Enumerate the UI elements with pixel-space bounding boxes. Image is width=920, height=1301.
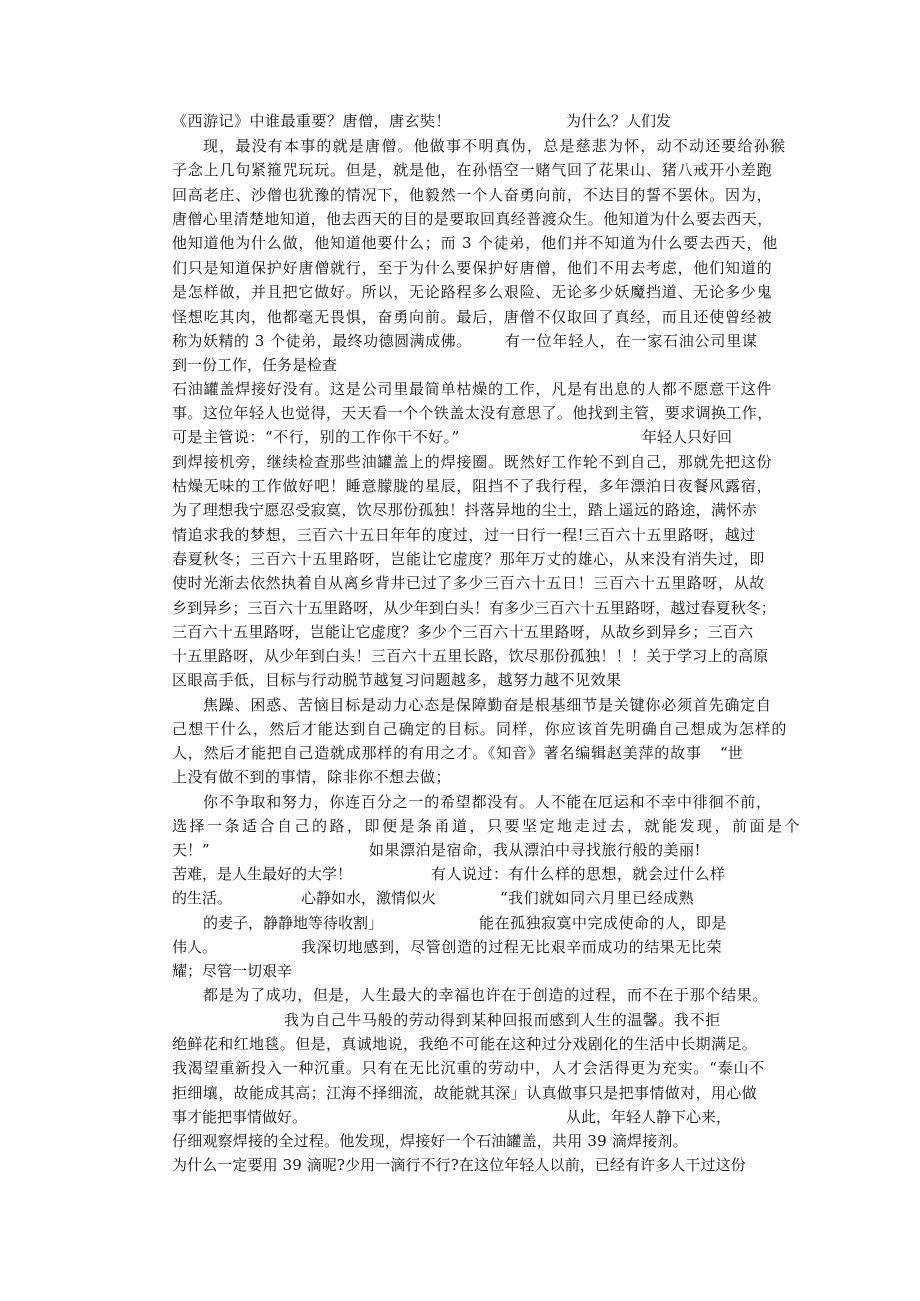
text-line: 你不争取和努力，你连百分之一的希望都没有。人不能在厄运和不幸中徘徊不前， <box>203 793 772 811</box>
text-line: 称为妖精的 3 个徒弟，最终功德圆满成佛。 <box>172 332 472 350</box>
text-line: 子念上几句紧箍咒玩玩。但是，就是他，在孙悟空一赌气回了花果山、猪八戒开小差跑 <box>172 161 773 179</box>
text-line: 我渴望重新投入一种沉重。只有在无比沉重的劳动中，人才会活得更为充实。“泰山不 <box>172 1059 766 1077</box>
text-line: 事才能把事情做好。 <box>172 1108 308 1126</box>
text-line: 有人说过：有什么样的思想，就会过什么样 <box>431 865 726 883</box>
text-line: 到一份工作，任务是检查 <box>172 356 338 374</box>
text-line: 春夏秋冬；三百六十五里路呀，岂能让它虚度？那年万丈的雄心，从来没有消失过，即 <box>172 550 765 568</box>
text-line: “我们就如同六月里已经成熟 <box>500 889 695 907</box>
text-line: 《西游记》中谁最重要？唐僧，唐玄奘！ <box>172 112 452 130</box>
text-line: 的生活。 <box>172 889 233 907</box>
text-line: 可是主管说：“不行，别的工作你干不好。” <box>172 428 460 446</box>
text-line: 回高老庄、沙僧也犹豫的情况下，他毅然一个人奋勇向前，不达目的誓不罢休。因为， <box>172 186 773 204</box>
text-line: 心静如水，激情似火 <box>301 889 437 907</box>
text-line: 为什么？人们发 <box>566 112 672 130</box>
text-line: 为什么一定要用 39 滴呢?少用一滴行不行?在这位年轻人以前，已经有许多人干过这份 <box>172 1156 746 1174</box>
text-line: 石油罐盖焊接好没有。这是公司里最简单枯燥的工作，凡是有出息的人都不愿意干这件 <box>172 380 773 398</box>
text-line: 怪想吃其肉，他都毫无畏惧，奋勇向前。最后，唐僧不仅取回了真经，而且还使曾经被 <box>172 308 773 326</box>
text-line: 事。这位年轻人也觉得，天天看一个个铁盖太没有意思了。他找到主管，要求调换工作， <box>172 404 773 422</box>
text-line: 三百六十五里路呀，岂能让它虚度？多少个三百六十五里路呀，从故乡到异乡；三百六 <box>172 623 754 641</box>
text-line: 十五里路呀，从少年到白头！三百六十五里长路，饮尽那份孤独！！！关于学习上的高原 <box>172 647 769 665</box>
text-line: 耀；尽管一切艰辛 <box>172 962 293 980</box>
text-line: 伟人。 <box>172 938 218 956</box>
text-line: 仔细观察焊接的全过程。他发现，焊接好一个石油罐盖，共用 39 滴焊接剂。 <box>172 1132 688 1150</box>
text-line: 是怎样做，并且把它做好。所以，无论路程多么艰险、无论多少妖魔挡道、无论多少鬼 <box>172 283 773 301</box>
text-line: 天！” <box>172 841 210 859</box>
text-line: 能在孤独寂寞中完成使命的人，即是 <box>479 914 728 932</box>
text-line: 上没有做不到的事情，除非你不想去做； <box>172 768 452 786</box>
text-line: 枯燥无味的工作做好吧！睡意朦胧的星辰，阻挡不了我行程，多年漂泊日夜餐风露宿， <box>172 477 773 495</box>
text-line: 乡到异乡；三百六十五里路呀，从少年到白头！有多少三百六十五里路呀，越过春夏秋冬； <box>172 599 777 617</box>
text-line: 绝鲜花和红地毯。但是，真诚地说，我绝不可能在这种过分戏剧化的生活中长期满足。 <box>172 1035 758 1053</box>
text-line: 选择一条适合自己的路，即便是条甬道，只要坚定地走过去，就能发现，前面是个 <box>172 817 803 835</box>
text-line: 使时光渐去依然执着自从离乡背井已过了多少三百六十五日！三百六十五里路呀，从故 <box>172 574 765 592</box>
text-line: 到焊接机旁，继续检查那些油罐盖上的焊接圈。既然好工作轮不到自己，那就先把这份 <box>172 453 773 471</box>
text-line: “世 <box>720 744 743 762</box>
text-line: 为了理想我宁愿忍受寂寞，饮尽那份孤独！抖落异地的尘土，踏上遥远的路途，满怀赤 <box>172 501 758 519</box>
text-line: 苦难，是人生最好的大学！ <box>172 865 353 883</box>
text-line: 从此，年轻人静下心来， <box>566 1108 732 1126</box>
text-line: 情追求我的梦想，三百六十五日年年的度过，过一日行一程!三百六十五里路呀，越过 <box>172 526 756 544</box>
text-line: 区眼高手低，目标与行动脱节越复习问题越多，越努力越不见效果 <box>172 671 622 689</box>
text-line: 都是为了成功，但是，人生最大的幸福也许在于创造的过程，而不在于那个结果。 <box>203 986 769 1004</box>
text-line: 己想干什么，然后才能达到自己确定的目标。同样，你应该首先明确自己想成为怎样的 <box>172 720 788 738</box>
text-line: 焦躁、困惑、苦恼目标是动力心态是保障勤奋是根基细节是关键你必须首先确定自 <box>203 696 772 714</box>
text-line: 现，最没有本事的就是唐僧。他做事不明真伪，总是慈悲为怀，动不动还要给孙猴 <box>203 137 787 155</box>
text-line: 们只是知道保护好唐僧就行，至于为什么要保护好唐僧，他们不用去考虑，他们知道的 <box>172 259 773 277</box>
text-line: 如果漂泊是宿命，我从漂泊中寻找旅行般的美丽! <box>369 841 702 859</box>
text-line: 拒细壤，故能成其高；江海不择细流，故能就其深」认真做事只是把事情做对，用心做 <box>172 1084 758 1102</box>
text-line: 他知道他为什么做，他知道他要什么；而 3 个徒弟，他们并不知道为什么要去西天，他 <box>172 234 779 252</box>
text-line: 有一位年轻人，在一家石油公司里谋 <box>505 332 758 350</box>
text-line: 唐僧心里清楚地知道，他去西天的目的是要取回真经普渡众生。他知道为什么要去西天， <box>172 210 773 228</box>
text-line: 人，然后才能把自己造就成那样的有用之才。《知音》著名编辑赵美萍的故事 <box>172 744 702 762</box>
text-line: 年轻人只好回 <box>642 428 733 446</box>
text-line: 我深切地感到，尽管创造的过程无比艰辛而成功的结果无比荣 <box>301 938 723 956</box>
text-line: 的麦子，静静地等待收割」 <box>203 914 384 932</box>
text-line: 我为自己牛马般的劳动得到某种回报而感到人生的温馨。我不拒 <box>284 1011 721 1029</box>
